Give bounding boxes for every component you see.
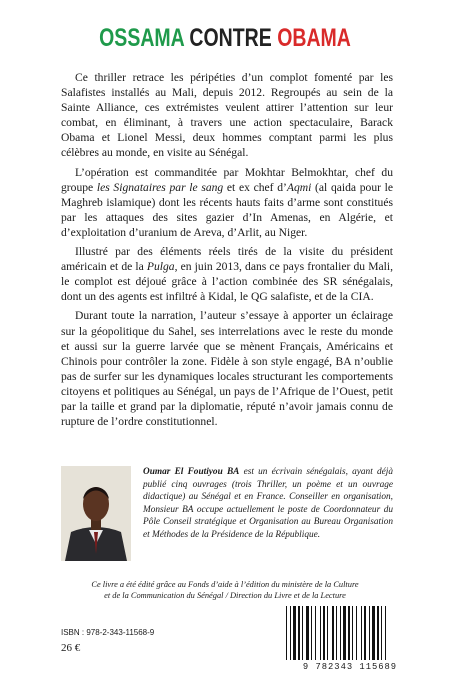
isbn-text: ISBN : 978-2-343-11568-9 [61, 628, 155, 637]
barcode [280, 606, 420, 668]
author-photo [61, 466, 131, 561]
credit-line-1: Ce livre a été édité grâce au Fonds d’aide à l’édition du ministère de la Culture [91, 580, 359, 589]
summary-paragraph-3: Illustré par des éléments réels tirés de la visite du président américain et de la Pulga, en juin 2013, dans ce pays frontalier du Mali, le complot est déjoué grâce à l’action combinée des SR sénégalais, dont un des agents est infiltré à Kidal, le QG salafiste, et de la CIA. [61, 245, 393, 304]
title-word-ossama: OSSAMA [99, 24, 185, 52]
publication-credit [30, 579, 420, 601]
title-word-obama: OBAMA [277, 24, 351, 52]
back-cover-summary [61, 70, 393, 433]
summary-paragraph-2: L’opération est commanditée par Mokhtar Belmokhtar, chef du groupe les Signataires par le sang et ex chef d’Aqmi (al qaida pour le Maghreb islamique) dont les récents hauts faits d’arme sont constitués par les attaques des sites gazier d’In Amenas, en Algérie, et d’exploitation d’uranium de Areva, d’Arlit, au Niger. [61, 165, 394, 239]
author-section [61, 466, 393, 566]
summary-paragraph-1: Ce thriller retrace les péripéties d’un complot fomenté par les Salafistes installés au Mali, depuis 2012. Regroupés au sein de la Sainte Alliance, ces extrémistes veulent attirer l’attention sur leur combat, en éliminant, à travers une action spectaculaire, Barack Obama et Lionel Messi, deux hommes comptant parmi les plus célèbres au monde, en visite au Sénégal. [61, 71, 393, 160]
book-title [50, 24, 401, 53]
price-text: 26 € [61, 642, 81, 654]
author-bio: Oumar El Foutiyou BA est un écrivain sénégalais, ayant déjà publié cinq ouvrages (trois Thriller, un poème et un ouvrage didactique) au Sénégal et en France. Conseiller en organisation, Monsieur BA occupe actuellement le poste de Coordonnateur du Pôle Conseil stratégique et Organisation au Bureau Organisation et Méthodes de la Présidence de la République. [143, 467, 393, 540]
author-name: Oumar El Foutiyou BA [143, 467, 240, 477]
credit-line-2: et de la Communication du Sénégal / Direction du Livre et de la Lecture [104, 591, 346, 600]
barcode-number: 9 782343 115689 [302, 662, 398, 672]
summary-paragraph-4: Durant toute la narration, l’auteur s’essaye à apporter un éclairage sur la géopolitique du Sahel, ses interrelations avec le reste du monde et aussi sur la guerre larvée que se mènent Français, Américains et Chinois pour contrôler la zone. Fidèle à son style engagé, BA n’oublie pas de surfer sur les dynamiques locales structurant les comportements citoyens et politiques au Sénégal, un pays de l’Afrique de l’Ouest, petit par la taille et grand par la diplomatie, réputé n’avoir jamais connu de rupture de l’ordre constitutionnel. [61, 309, 393, 429]
title-word-contre: CONTRE [189, 24, 272, 52]
